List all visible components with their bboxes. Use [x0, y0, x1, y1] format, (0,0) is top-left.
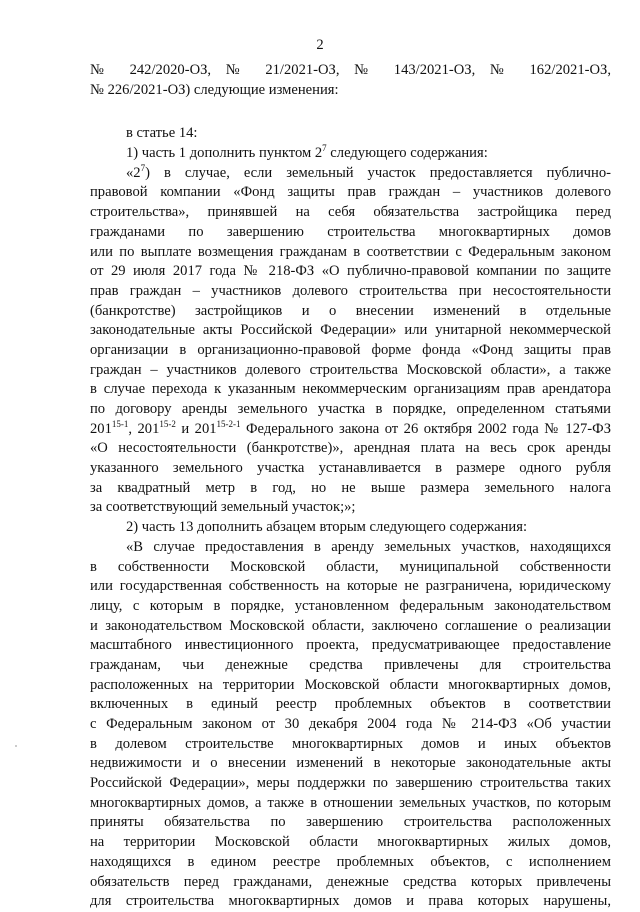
text-line: строительства», принявшей на себя обязательства застройщика перед: [90, 204, 611, 221]
text-line: организации в организационно-правовой форме фонда «Фонд защиты прав: [90, 341, 611, 358]
document-body: [90, 61, 611, 912]
text-line: или государственная собственность на которые не разграничена, юридическому: [90, 578, 611, 595]
text-line: по договору аренды земельного участка в порядке, определенном статьями: [90, 401, 611, 417]
text-line: для строительства многоквартирных домов и права которых нарушены,: [90, 893, 611, 910]
text-line: от 29 июля 2017 года № 218-ФЗ «О публично-правовой компании по защите: [90, 263, 611, 280]
text-line: Российской Федерации», меры поддержки по завершению строительства таких: [90, 775, 611, 792]
text-line: лицу, с которым в порядке, установленном федеральным законодательством: [90, 597, 611, 614]
text-line: 2) часть 13 дополнить абзацем вторым следующего содержания:: [126, 519, 528, 536]
text-line: находящихся в едином реестре проблемных объектов, с исполнением: [90, 853, 611, 870]
text-line: «В случае предоставления в аренду земельных участков, находящихся: [126, 538, 611, 555]
text-line: и законодательством Московской области, заключено соглашение о реализации: [90, 617, 611, 634]
text-line: гражданам, чьи денежные средства привлечены для строительства: [90, 656, 611, 673]
text-line: масштабного инвестиционного проекта, предусматривающее предоставление: [90, 637, 611, 654]
text-line: расположенных на территории Московской области многоквартирных домов,: [90, 676, 611, 693]
text-line: за соответствующий земельный участок;»;: [90, 499, 356, 516]
text-line: недвижимости и о внесении изменений в некоторые законодательные акты: [90, 755, 611, 772]
text-line: в случае перехода к указанным некоммерческим организациям прав арендатора: [90, 381, 611, 398]
text-line: или по выплате возмещения гражданам в соответствии с Федеральным законом: [90, 243, 611, 260]
text-line: «О несостоятельности (банкротстве)», арендная плата на весь срок аренды: [90, 440, 611, 457]
text-line: 201$^{15-1}$, 201$^{15-2}$ и 201$^{15-2-1}$ Федерального закона от 26 октября 2002 года № 127-ФЗ: [90, 418, 612, 437]
text-line: включенных в единый реестр проблемных объектов в соответствии: [90, 696, 611, 713]
text-line: прав граждан – участников долевого строительства при несостоятельности: [90, 282, 611, 299]
text-line: обязательств перед гражданами, денежные средства которых привлечены: [90, 873, 611, 890]
scan-speck: [15, 745, 17, 747]
text-line: 1) часть 1 дополнить пунктом $2^7$ следующего содержания:: [126, 143, 488, 162]
text-line: № 242/2020-ОЗ, № 21/2021-ОЗ, № 143/2021-ОЗ, № 162/2021-ОЗ,: [90, 62, 611, 78]
text-line: многоквартирных домов, а также в отношении земельных участков, по которым: [90, 794, 611, 811]
text-line: приняты обязательства по завершению строительства расположенных: [90, 814, 611, 831]
text-line: граждан – участников долевого строительства Московской области», а также: [90, 361, 611, 378]
text-line: с Федеральным законом от 30 декабря 2004 года № 214-ФЗ «Об участии: [90, 716, 611, 732]
text-line: (банкротстве) застройщиков и о внесении изменений в отдельные: [90, 302, 611, 319]
text-line: за квадратный метр в год, но не выше размера земельного налога: [90, 479, 611, 496]
page-number: 2: [316, 37, 324, 53]
text-line: № 226/2021-ОЗ) следующие изменения:: [90, 81, 339, 98]
text-line: «$2^7$) в случае, если земельный участок предоставляется публично-: [126, 162, 611, 181]
text-line: указанного земельного участка устанавливается в размере одного рубля: [90, 460, 611, 477]
text-line: на территории Московской области многоквартирных жилых домов,: [90, 834, 611, 851]
text-line: в собственности Московской области, муниципальной собственности: [90, 558, 611, 575]
text-line: законодательные акты Российской Федерации» или унитарной некоммерческой: [90, 322, 611, 339]
text-line: гражданами по завершению строительства многоквартирных домов: [90, 223, 611, 240]
text-line: в статье 14:: [126, 125, 198, 142]
text-line: в долевом строительстве многоквартирных домов и иных объектов: [90, 735, 611, 752]
text-line: правовой компании «Фонд защиты прав граждан – участников долевого: [90, 184, 611, 201]
